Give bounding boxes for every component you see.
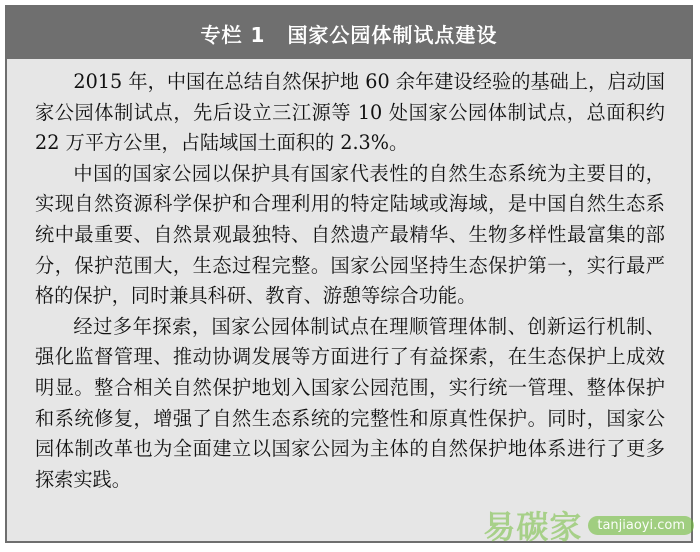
column-title: 国家公园体制试点建设 [287,22,498,47]
watermark-logo: 易碳家 [483,508,583,546]
watermark-url: tanjiaoyi.com [588,516,694,535]
column-label: 专栏 1 [200,22,266,47]
paragraph-2: 中国的国家公园以保护具有国家代表性的自然生态系统为主要目的，实现自然资源科学保护和合理利用的特定陆域或海域，是中国自然生态系统中最重要、自然景观最独特、自然遗产最精华、生物多样性最富集的部分，保护范围大，生态过程完整。国家公园坚持生态保护第一，实行最严格的保护，同时兼具科研、教育、游憩等综合功能。 [35,161,665,308]
paragraph-3: 经过多年探索，国家公园体制试点在理顺管理体制、创新运行机制、强化监督管理、推动协调发展等方面进行了有益探索，在生态保护上成效明显。整合相关自然保护地划入国家公园范围，实行统一管理、整体保护和系统修复，增强了自然生态系统的完整性和原真性保护。同时，国家公园体制改革也为全面建立以国家公园为主体的自然保护地体系进行了更多探索实践。 [35,314,665,491]
column-box [5,5,693,543]
watermark [483,502,694,548]
paragraph-1: 2015 年，中国在总结自然保护地 60 余年建设经验的基础上，启动国家公园体制试点，先后设立三江源等 10 处国家公园体制试点，总面积约 22 万平方公里，占陆域国土面积的 2.3%。 [35,70,665,155]
column-body [35,67,665,495]
column-header [7,7,691,59]
